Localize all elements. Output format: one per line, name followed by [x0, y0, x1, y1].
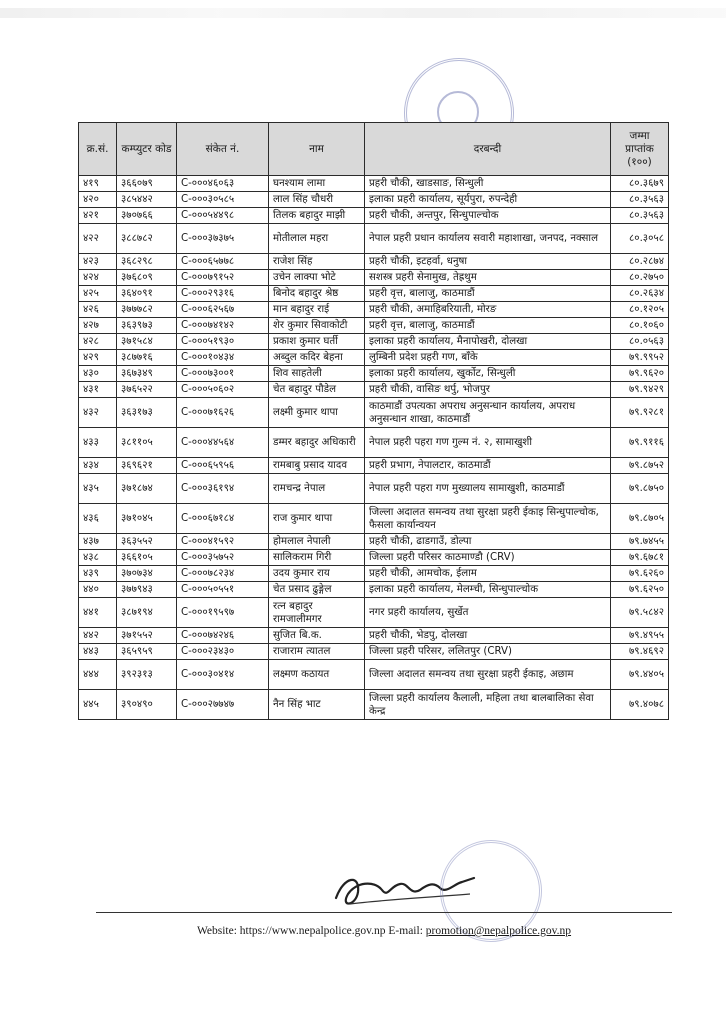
score-cell: ७९.९११६ — [611, 428, 669, 458]
computer-code-cell: ३६३५५२ — [117, 534, 177, 550]
computer-code-cell: ३७६८०९ — [117, 270, 177, 286]
serial-cell: ४४३ — [79, 644, 117, 660]
symbol-no-cell: C-०००२७७४७ — [177, 690, 269, 720]
computer-code-cell: ३६४०९१ — [117, 286, 177, 302]
score-cell: ८०.२६३४ — [611, 286, 669, 302]
table-row — [79, 270, 669, 286]
score-cell: ७९.८७५२ — [611, 458, 669, 474]
computer-code-cell: ३७१८७४ — [117, 474, 177, 504]
table-row — [79, 382, 669, 398]
table-row — [79, 176, 669, 192]
score-cell: ८०.१०६० — [611, 318, 669, 334]
symbol-no-cell: C-०००३०५८५ — [177, 192, 269, 208]
symbol-no-cell: C-०००७९१५२ — [177, 270, 269, 286]
score-cell: ७९.८७५० — [611, 474, 669, 504]
symbol-no-cell: C-०००७४१४२ — [177, 318, 269, 334]
symbol-no-cell: C-०००३०४१४ — [177, 660, 269, 690]
computer-code-cell: ३७०७३४ — [117, 566, 177, 582]
posting-cell: प्रहरी चौकी, खाडसाङ, सिन्धुली — [365, 176, 611, 192]
symbol-no-cell: C-०००४१५९२ — [177, 534, 269, 550]
computer-code-cell: ३७७७८२ — [117, 302, 177, 318]
score-cell: ७९.६२६० — [611, 566, 669, 582]
score-cell: ८०.३५६३ — [611, 208, 669, 224]
table-row — [79, 254, 669, 270]
posting-cell: इलाका प्रहरी कार्यालय, खुर्कोट, सिन्धुली — [365, 366, 611, 382]
posting-cell: प्रहरी चौकी, ढाडगाउँ, डोल्पा — [365, 534, 611, 550]
computer-code-cell: ३६३१७३ — [117, 398, 177, 428]
table-row — [79, 550, 669, 566]
symbol-no-cell: C-०००१०४३४ — [177, 350, 269, 366]
score-cell: ८०.०५६३ — [611, 334, 669, 350]
computer-code-cell: ३६५९५९ — [117, 644, 177, 660]
serial-cell: ४२२ — [79, 224, 117, 254]
name-cell: चेत प्रसाद ढुङ्गेल — [269, 582, 365, 598]
name-cell: नैन सिंह भाट — [269, 690, 365, 720]
table-row — [79, 566, 669, 582]
header-symbol-no: संकेत नं. — [177, 123, 269, 176]
serial-cell: ४४२ — [79, 628, 117, 644]
posting-cell: लुम्बिनी प्रदेश प्रहरी गण, बाँके — [365, 350, 611, 366]
table-row — [79, 192, 669, 208]
symbol-no-cell: C-०००५०५५१ — [177, 582, 269, 598]
posting-cell: जिल्ला प्रहरी कार्यालय कैलाली, महिला तथा बालबालिका सेवा केन्द्र — [365, 690, 611, 720]
name-cell: रामबाबु प्रसाद यादव — [269, 458, 365, 474]
symbol-no-cell: C-०००७१६२६ — [177, 398, 269, 428]
name-cell: होमलाल नेपाली — [269, 534, 365, 550]
serial-cell: ४२६ — [79, 302, 117, 318]
computer-code-cell: ३६६१०५ — [117, 550, 177, 566]
symbol-no-cell: C-०००३७३७५ — [177, 224, 269, 254]
computer-code-cell: ३७०७६६ — [117, 208, 177, 224]
score-cell: ८०.२८७४ — [611, 254, 669, 270]
footer-email-link[interactable]: promotion@nepalpolice.gov.np — [425, 925, 572, 937]
serial-cell: ४२५ — [79, 286, 117, 302]
serial-cell: ४३८ — [79, 550, 117, 566]
serial-cell: ४४० — [79, 582, 117, 598]
footer-divider — [96, 912, 672, 913]
name-cell: प्रकाश कुमार घर्ती — [269, 334, 365, 350]
computer-code-cell: ३७१०४५ — [117, 504, 177, 534]
posting-cell: नगर प्रहरी कार्यालय, सुर्खेत — [365, 598, 611, 628]
serial-cell: ४३४ — [79, 458, 117, 474]
name-cell: उदय कुमार राय — [269, 566, 365, 582]
serial-cell: ४४४ — [79, 660, 117, 690]
computer-code-cell: ३६३९७३ — [117, 318, 177, 334]
symbol-no-cell: C-०००६२५६७ — [177, 302, 269, 318]
computer-code-cell: ३९२३१३ — [117, 660, 177, 690]
posting-cell: जिल्ला प्रहरी परिसर काठमाण्डौ (CRV) — [365, 550, 611, 566]
computer-code-cell: ३६८२९८ — [117, 254, 177, 270]
table-row — [79, 504, 669, 534]
serial-cell: ४२८ — [79, 334, 117, 350]
table-row — [79, 334, 669, 350]
table-header-row — [79, 123, 669, 176]
serial-cell: ४३२ — [79, 398, 117, 428]
footer-website: Website: https://www.nepalpolice.gov.np — [196, 925, 386, 937]
name-cell: तिलक बहादुर माझी — [269, 208, 365, 224]
symbol-no-cell: C-०००४४५६४ — [177, 428, 269, 458]
scan-artifact — [0, 8, 726, 18]
serial-cell: ४२७ — [79, 318, 117, 334]
table-row — [79, 224, 669, 254]
score-cell: ७९.९४२९ — [611, 382, 669, 398]
score-cell: ८०.१२०५ — [611, 302, 669, 318]
name-cell: उचेन लाक्पा भोटे — [269, 270, 365, 286]
table-row — [79, 318, 669, 334]
promotion-list-table — [78, 122, 669, 720]
table-row — [79, 628, 669, 644]
name-cell: मोतीलाल महरा — [269, 224, 365, 254]
computer-code-cell: ३८८७८२ — [117, 224, 177, 254]
serial-cell: ४३६ — [79, 504, 117, 534]
table-row — [79, 690, 669, 720]
symbol-no-cell: C-०००६७१८४ — [177, 504, 269, 534]
score-cell: ७९.९९५२ — [611, 350, 669, 366]
name-cell: लक्ष्मी कुमार थापा — [269, 398, 365, 428]
serial-cell: ४३७ — [79, 534, 117, 550]
name-cell: राजाराम त्यातल — [269, 644, 365, 660]
score-cell: ७९.५८४२ — [611, 598, 669, 628]
symbol-no-cell: C-०००७८२३४ — [177, 566, 269, 582]
table-row — [79, 428, 669, 458]
symbol-no-cell: C-०००५०६०२ — [177, 382, 269, 398]
posting-cell: जिल्ला अदालत समन्वय तथा सुरक्षा प्रहरी ईकाइ सिन्धुपाल्चोक, फैसला कार्यान्वयन — [365, 504, 611, 534]
serial-cell: ४१९ — [79, 176, 117, 192]
computer-code-cell: ३७७९४३ — [117, 582, 177, 598]
score-cell: ७९.६२५० — [611, 582, 669, 598]
table-row — [79, 474, 669, 504]
symbol-no-cell: C-०००७३००१ — [177, 366, 269, 382]
posting-cell: नेपाल प्रहरी प्रधान कार्यालय सवारी महाशाखा, जनपद, नक्साल — [365, 224, 611, 254]
posting-cell: प्रहरी प्रभाग, नेपालटार, काठमाडौं — [365, 458, 611, 474]
score-cell: ७९.९२८१ — [611, 398, 669, 428]
serial-cell: ४२४ — [79, 270, 117, 286]
name-cell: बिनोद बहादुर श्रेष्ठ — [269, 286, 365, 302]
table-row — [79, 302, 669, 318]
posting-cell: सशस्त्र प्रहरी सेनामुख, तेह्रथुम — [365, 270, 611, 286]
name-cell: सुजित बि.क. — [269, 628, 365, 644]
posting-cell: प्रहरी चौकी, आमचोक, ईलाम — [365, 566, 611, 582]
symbol-no-cell: C-०००६५७७८ — [177, 254, 269, 270]
symbol-no-cell: C-०००३६१९४ — [177, 474, 269, 504]
footer — [96, 925, 672, 937]
name-cell: अब्दुल कदिर बेहना — [269, 350, 365, 366]
posting-cell: प्रहरी चौकी, इटहर्वा, धनुषा — [365, 254, 611, 270]
posting-cell: प्रहरी चौकी, भेडपु, दोलखा — [365, 628, 611, 644]
name-cell: राज कुमार थापा — [269, 504, 365, 534]
symbol-no-cell: C-०००२९३१६ — [177, 286, 269, 302]
footer-email-label: E-mail: — [388, 925, 423, 937]
name-cell: डम्मर बहादुर अधिकारी — [269, 428, 365, 458]
name-cell: शिव साहतेली — [269, 366, 365, 382]
symbol-no-cell: C-०००३५७५२ — [177, 550, 269, 566]
computer-code-cell: ३६७३४९ — [117, 366, 177, 382]
table-row — [79, 398, 669, 428]
serial-cell: ४३५ — [79, 474, 117, 504]
posting-cell: जिल्ला अदालत समन्वय तथा सुरक्षा प्रहरी ईकाइ, अछाम — [365, 660, 611, 690]
score-cell: ७९.४९५५ — [611, 628, 669, 644]
computer-code-cell: ३७१५५२ — [117, 628, 177, 644]
symbol-no-cell: C-०००२३४३० — [177, 644, 269, 660]
symbol-no-cell: C-०००१९५९७ — [177, 598, 269, 628]
computer-code-cell: ३८५४४२ — [117, 192, 177, 208]
name-cell: लाल सिंह चौधरी — [269, 192, 365, 208]
serial-cell: ४३१ — [79, 382, 117, 398]
symbol-no-cell: C-०००५४४९८ — [177, 208, 269, 224]
computer-code-cell: ३९०४९० — [117, 690, 177, 720]
table-row — [79, 660, 669, 690]
posting-cell: प्रहरी वृत्त, बालाजु, काठमाडौं — [365, 286, 611, 302]
serial-cell: ४३० — [79, 366, 117, 382]
name-cell: घनश्याम लामा — [269, 176, 365, 192]
posting-cell: नेपाल प्रहरी पहरा गण गुल्म नं. २, सामाखुशी — [365, 428, 611, 458]
posting-cell: प्रहरी वृत्त, बालाजु, काठमाडौं — [365, 318, 611, 334]
computer-code-cell: ३७१५८४ — [117, 334, 177, 350]
table-row — [79, 644, 669, 660]
header-total-score: जम्मा प्राप्तांक (१००) — [611, 123, 669, 176]
score-cell: ८०.३५६३ — [611, 192, 669, 208]
posting-cell: इलाका प्रहरी कार्यालय, मैनापोखरी, दोलखा — [365, 334, 611, 350]
table-body — [79, 176, 669, 720]
name-cell: रामचन्द्र नेपाल — [269, 474, 365, 504]
computer-code-cell: ३८११०५ — [117, 428, 177, 458]
posting-cell: काठमाडौं उपत्यका अपराध अनुसन्धान कार्यालय, अपराध अनुसन्धान शाखा, काठमाडौं — [365, 398, 611, 428]
table-row — [79, 208, 669, 224]
table-row — [79, 458, 669, 474]
posting-cell: इलाका प्रहरी कार्यालय, सूर्यपुरा, रुपन्देही — [365, 192, 611, 208]
symbol-no-cell: C-०००४६०६३ — [177, 176, 269, 192]
score-cell: ८०.२७५० — [611, 270, 669, 286]
posting-cell: जिल्ला प्रहरी परिसर, ललितपुर (CRV) — [365, 644, 611, 660]
name-cell: शेर कुमार सिवाकोटी — [269, 318, 365, 334]
score-cell: ७९.४६९२ — [611, 644, 669, 660]
header-name: नाम — [269, 123, 365, 176]
name-cell: सालिकराम गिरी — [269, 550, 365, 566]
serial-cell: ४२३ — [79, 254, 117, 270]
posting-cell: प्रहरी चौकी, अमाहिबरियाती, मोरङ — [365, 302, 611, 318]
score-cell: ७९.४०७८ — [611, 690, 669, 720]
table-row — [79, 534, 669, 550]
computer-code-cell: ३६६०७९ — [117, 176, 177, 192]
score-cell: ७९.८७०५ — [611, 504, 669, 534]
computer-code-cell: ३८७७१६ — [117, 350, 177, 366]
header-posting: दरबन्दी — [365, 123, 611, 176]
posting-cell: नेपाल प्रहरी पहरा गण मुख्यालय सामाखुशी, काठमाडौं — [365, 474, 611, 504]
computer-code-cell: ३६९६२१ — [117, 458, 177, 474]
score-cell: ७९.७४५५ — [611, 534, 669, 550]
score-cell: ७९.९६२० — [611, 366, 669, 382]
posting-cell: प्रहरी चौकी, वासिङ थर्पु, भोजपुर — [365, 382, 611, 398]
table-row — [79, 582, 669, 598]
serial-cell: ४२९ — [79, 350, 117, 366]
symbol-no-cell: C-०००६५९५६ — [177, 458, 269, 474]
table-row — [79, 366, 669, 382]
serial-cell: ४३९ — [79, 566, 117, 582]
name-cell: लक्ष्मण कठायत — [269, 660, 365, 690]
symbol-no-cell: C-०००७४२४६ — [177, 628, 269, 644]
serial-cell: ४२० — [79, 192, 117, 208]
score-cell: ८०.३०५८ — [611, 224, 669, 254]
table-row — [79, 350, 669, 366]
computer-code-cell: ३८७१९४ — [117, 598, 177, 628]
header-serial: क्र.सं. — [79, 123, 117, 176]
score-cell: ७९.४४०५ — [611, 660, 669, 690]
name-cell: चेत बहादुर पौडेल — [269, 382, 365, 398]
serial-cell: ४४५ — [79, 690, 117, 720]
name-cell: राजेश सिंह — [269, 254, 365, 270]
score-cell: ७९.६७८१ — [611, 550, 669, 566]
table-row — [79, 598, 669, 628]
header-computer-code: कम्प्युटर कोड — [117, 123, 177, 176]
posting-cell: प्रहरी चौकी, अन्तपुर, सिन्धुपाल्चोक — [365, 208, 611, 224]
serial-cell: ४३३ — [79, 428, 117, 458]
name-cell: मान बहादुर राई — [269, 302, 365, 318]
posting-cell: इलाका प्रहरी कार्यालय, मेलम्ची, सिन्धुपाल्चोक — [365, 582, 611, 598]
table-row — [79, 286, 669, 302]
serial-cell: ४२१ — [79, 208, 117, 224]
computer-code-cell: ३७६५२२ — [117, 382, 177, 398]
name-cell: रत्न बहादुर रामजालीमगर — [269, 598, 365, 628]
score-cell: ८०.३६७९ — [611, 176, 669, 192]
serial-cell: ४४१ — [79, 598, 117, 628]
symbol-no-cell: C-०००५१९३० — [177, 334, 269, 350]
